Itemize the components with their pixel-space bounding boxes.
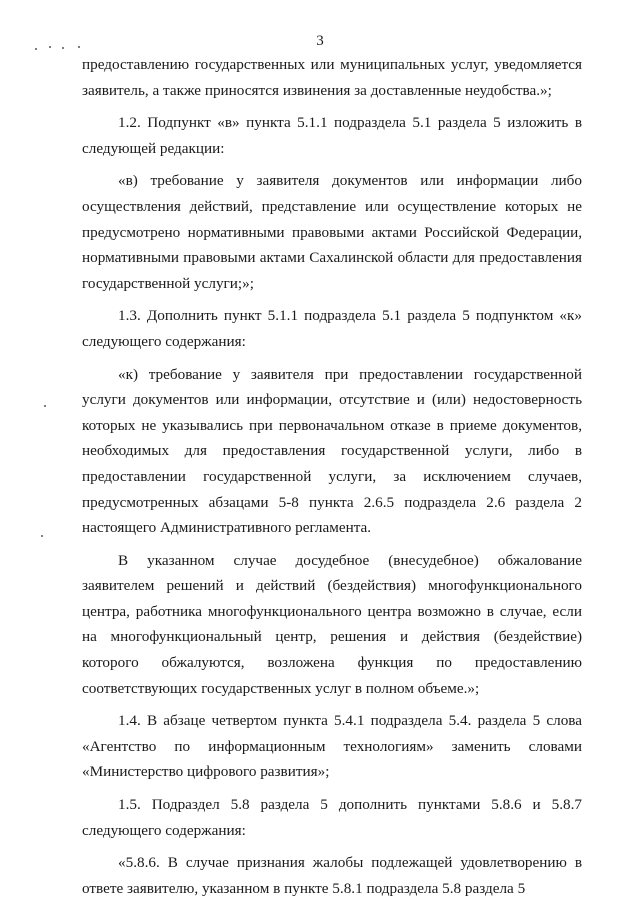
paragraph-continuation: предоставлению государственных или муниципальных услуг, уведомляется заявитель, а также приносятся извинения за доставленные неудобства.»; [82,56,582,99]
paragraph-quote-5-8-6: «5.8.6. В случае признания жалобы подлежащей удовлетворению в ответе заявителю, указанном в пункте 5.8.1 подраздела 5.8 раздела 5 [82,854,582,897]
scan-speck [78,46,80,48]
document-body [82,52,582,901]
paragraph-quote-v: «в) требование у заявителя документов или информации либо осуществления действий, представление или осуществление которых не предусмотрено нормативными правовыми актами Российской Федерации, нормативными правовыми актами Сахалинской области для предоставления государственной услуги;»; [82,172,582,292]
paragraph-item-1-3: 1.3. Дополнить пункт 5.1.1 подраздела 5.1 раздела 5 подпунктом «к» следующего содержания: [82,307,582,350]
page-number: 3 [316,33,324,49]
paragraph-item-1-4: 1.4. В абзаце четвертом пункта 5.4.1 подраздела 5.4. раздела 5 слова «Агентство по информационным технологиям» заменить словами «Министерство цифрового развития»; [82,712,582,781]
scan-speck [62,47,64,49]
scan-speck [49,46,51,48]
paragraph-appeal: В указанном случае досудебное (внесудебное) обжалование заявителем решений и действий (бездействия) многофункционального центра, работника многофункционального центра возможно в случае, если на многофункциональный центр, решения и действия (бездействие) которого обжалуются, возложена функция по предоставлению соответствующих государственных услуг в полном объеме.»; [82,551,582,697]
scan-speck [41,535,43,537]
paragraph-quote-k: «к) требование у заявителя при предоставлении государственной услуги документов или информации, отсутствие и (или) недостоверность которых не указывались при первоначальном отказе в приеме документов, необходимых для предоставления государственной услуги, либо в предоставлении государственной услуги, за исключением случаев, предусмотренных абзацами 5-8 пункта 2.6.5 подраздела 2.6 раздела 2 настоящего Административного регламента. [82,365,582,537]
paragraph-item-1-5: 1.5. Подраздел 5.8 раздела 5 дополнить пунктами 5.8.6 и 5.8.7 следующего содержания: [82,796,582,839]
scan-speck [35,48,37,50]
paragraph-item-1-2: 1.2. Подпункт «в» пункта 5.1.1 подраздела 5.1 раздела 5 изложить в следующей редакции: [82,114,582,157]
scan-speck [44,405,46,407]
